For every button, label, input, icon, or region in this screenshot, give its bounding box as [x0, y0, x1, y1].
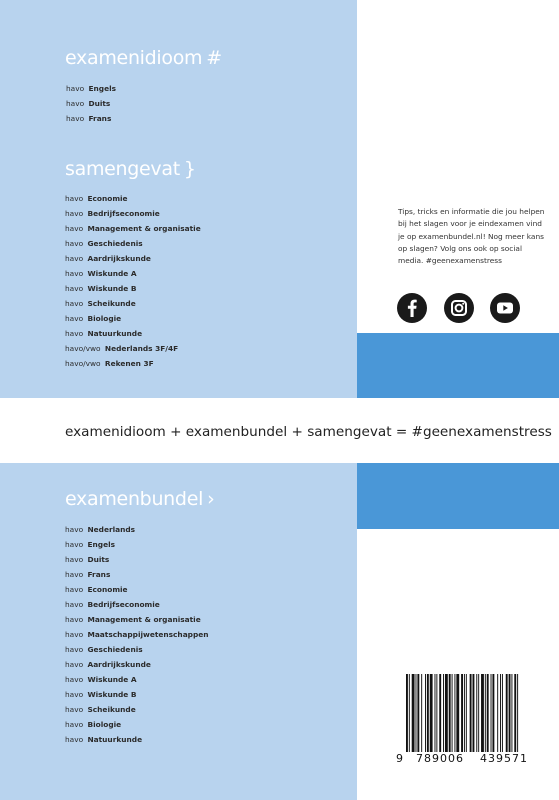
level-label: havo [65, 600, 84, 609]
subject-label: Wiskunde B [87, 690, 137, 699]
barcode-bar [421, 674, 422, 752]
subject-label: Maatschappijwetenschappen [87, 630, 209, 639]
examenidioom-title: examenidioom [65, 47, 203, 69]
list-item [65, 582, 209, 597]
level-label: havo [65, 630, 84, 639]
barcode-bar [492, 674, 494, 752]
level-label: havo [65, 705, 84, 714]
subject-label: Engels [88, 84, 117, 93]
subject-label: Biologie [87, 720, 122, 729]
barcode-bar [417, 674, 419, 752]
subject-label: Aardrijkskunde [87, 660, 151, 669]
level-label: havo [66, 84, 85, 93]
barcode-bar [456, 674, 459, 752]
barcode-bar [439, 674, 441, 752]
level-label: havo [65, 720, 84, 729]
barcode-bar [416, 674, 417, 752]
level-label: havo [65, 525, 84, 534]
level-label: havo [65, 299, 84, 308]
list-item [65, 717, 209, 732]
level-label: havo [65, 284, 84, 293]
list-item [65, 311, 201, 326]
barcode-bar [435, 674, 436, 752]
level-label: havo [65, 209, 84, 218]
list-item [65, 251, 201, 266]
subject-label: Rekenen 3F [104, 359, 154, 368]
subject-label: Natuurkunde [87, 735, 143, 744]
barcode-bar [425, 674, 426, 752]
level-label: havo [65, 690, 84, 699]
barcode-bar [502, 674, 503, 752]
barcode [396, 668, 547, 770]
subject-label: Duits [87, 555, 110, 564]
barcode-bar [500, 674, 501, 752]
list-item [65, 567, 209, 582]
barcode-bar [473, 674, 475, 752]
list-item [65, 732, 209, 747]
barcode-bar [412, 674, 415, 752]
subject-label: Nederlands [87, 525, 136, 534]
subject-label: Scheikunde [87, 705, 136, 714]
barcode-bar [481, 674, 484, 752]
list-item [66, 81, 116, 96]
list-item [65, 326, 201, 341]
barcode-bar [491, 674, 492, 752]
barcode-bar [511, 674, 512, 752]
barcode-bar [464, 674, 465, 752]
barcode-bar [517, 674, 518, 752]
level-label: havo [65, 269, 84, 278]
barcode-bar [487, 674, 489, 752]
level-label: havo [66, 99, 85, 108]
examenidioom-heading [65, 47, 222, 69]
subject-label: Wiskunde B [87, 284, 137, 293]
level-label: havo [65, 254, 84, 263]
list-item [65, 597, 209, 612]
barcode-bar [470, 674, 472, 752]
level-label: havo [65, 735, 84, 744]
level-label: havo [65, 675, 84, 684]
hash-symbol: # [206, 47, 222, 69]
barcode-bar [427, 674, 429, 752]
barcode-bar [436, 674, 437, 752]
barcode-bar [443, 674, 444, 752]
subject-label: Frans [87, 570, 111, 579]
list-item [65, 356, 201, 371]
level-label: havo [65, 194, 84, 203]
subject-label: Economie [87, 585, 128, 594]
barcode-bar [514, 674, 516, 752]
level-label: havo [65, 239, 84, 248]
list-item [65, 221, 201, 236]
subject-label: Scheikunde [87, 299, 136, 308]
series-formula: examenidioom + examenbundel + samengevat = #geenexamenstress [65, 424, 552, 440]
level-label: havo [65, 585, 84, 594]
list-item [65, 612, 209, 627]
level-label: havo/vwo [65, 359, 101, 368]
barcode-bar [497, 674, 498, 752]
subject-label: Engels [87, 540, 116, 549]
barcode-bar [506, 674, 508, 752]
list-item [65, 537, 209, 552]
samengevat-heading [65, 158, 196, 180]
list-item [65, 236, 201, 251]
list-item [65, 206, 201, 221]
barcode-bar [478, 674, 479, 752]
barcode-bar [430, 674, 433, 752]
barcode-bar [476, 674, 477, 752]
subject-label: Bedrijfseconomie [87, 209, 160, 218]
list-item [65, 552, 209, 567]
brace-symbol: } [183, 158, 196, 180]
bottom-right-accent-block [357, 463, 559, 529]
barcode-bar [466, 674, 467, 752]
subject-label: Geschiedenis [87, 645, 143, 654]
samengevat-title: samengevat [65, 158, 180, 180]
samengevat-list [65, 191, 201, 371]
subject-label: Wiskunde A [87, 675, 137, 684]
list-item [65, 281, 201, 296]
list-item [65, 642, 209, 657]
barcode-bar [409, 674, 410, 752]
subject-label: Frans [88, 114, 112, 123]
instagram-icon[interactable] [444, 293, 474, 323]
barcode-bar [454, 674, 455, 752]
list-item [65, 522, 209, 537]
list-item [66, 96, 116, 111]
youtube-icon[interactable] [490, 293, 520, 323]
level-label: havo/vwo [65, 344, 101, 353]
barcode-bar [485, 674, 486, 752]
barcode-bar [449, 674, 451, 752]
subject-label: Management & organisatie [87, 615, 201, 624]
facebook-icon[interactable] [397, 293, 427, 323]
subject-label: Management & organisatie [87, 224, 201, 233]
list-item [65, 672, 209, 687]
level-label: havo [65, 645, 84, 654]
examenbundel-heading [65, 488, 214, 510]
level-label: havo [65, 224, 84, 233]
level-label: havo [65, 314, 84, 323]
level-label: havo [66, 114, 85, 123]
list-item [66, 111, 116, 126]
top-right-accent-block [357, 333, 559, 398]
list-item [65, 191, 201, 206]
subject-label: Biologie [87, 314, 122, 323]
subject-label: Natuurkunde [87, 329, 143, 338]
examenbundel-title: examenbundel [65, 488, 204, 510]
subject-label: Geschiedenis [87, 239, 143, 248]
promo-text: Tips, tricks en informatie die jou helpen bij het slagen voor je eindexamen vind je op examenbundel.nl! Nog meer kans op slagen? Volg ons ook op social media. #geenexamenstress [398, 207, 545, 266]
barcode-group-2: 439571 [480, 752, 528, 765]
examenidioom-list [66, 81, 116, 126]
list-item [65, 657, 209, 672]
subject-label: Bedrijfseconomie [87, 600, 160, 609]
subject-label: Wiskunde A [87, 269, 137, 278]
barcode-group-1: 789006 [416, 752, 464, 765]
subject-label: Economie [87, 194, 128, 203]
subject-label: Aardrijkskunde [87, 254, 151, 263]
examenbundel-list [65, 522, 209, 747]
chevron-right-icon: › [207, 488, 215, 510]
level-label: havo [65, 540, 84, 549]
level-label: havo [65, 660, 84, 669]
subject-label: Duits [88, 99, 111, 108]
subject-label: Nederlands 3F/4F [104, 344, 179, 353]
level-label: havo [65, 570, 84, 579]
level-label: havo [65, 555, 84, 564]
list-item [65, 702, 209, 717]
list-item [65, 341, 201, 356]
barcode-first-digit: 9 [396, 752, 404, 765]
list-item [65, 266, 201, 281]
list-item [65, 296, 201, 311]
level-label: havo [65, 329, 84, 338]
barcode-bar [445, 674, 448, 752]
list-item [65, 627, 209, 642]
barcode-bar [452, 674, 453, 752]
list-item [65, 687, 209, 702]
barcode-bar [406, 674, 408, 752]
barcode-bars [406, 674, 537, 754]
level-label: havo [65, 615, 84, 624]
barcode-bar [461, 674, 463, 752]
barcode-bar [509, 674, 511, 752]
